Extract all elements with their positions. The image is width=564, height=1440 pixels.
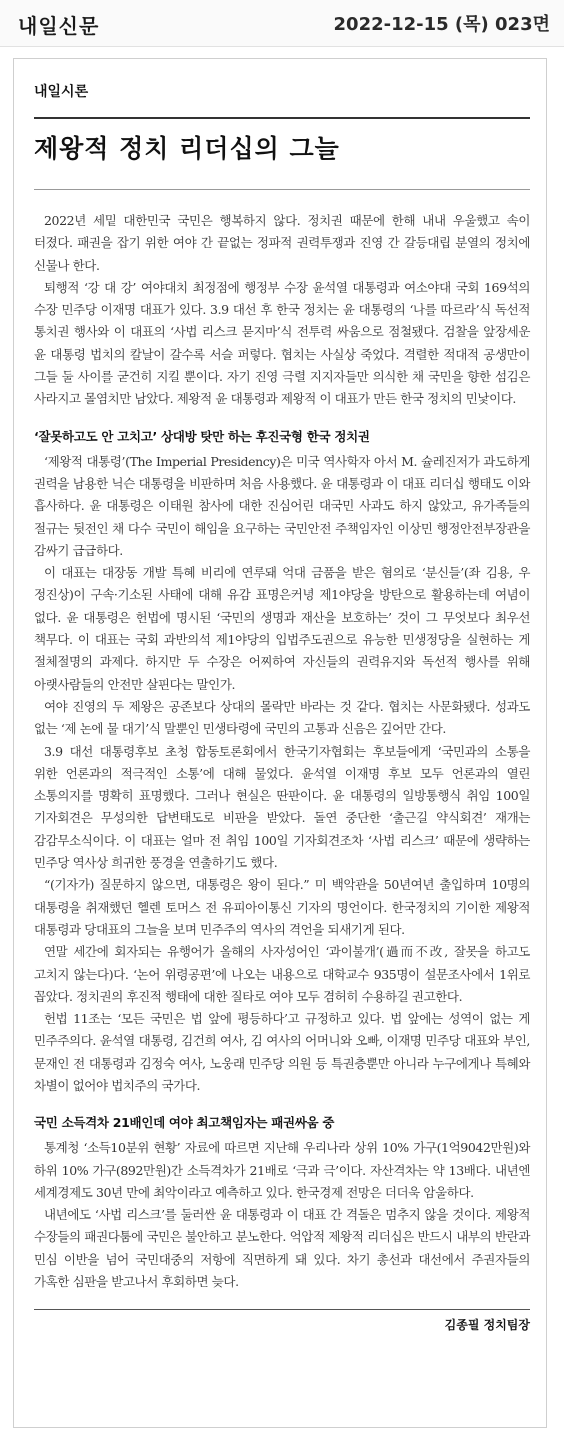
paragraph: “(기자가) 질문하지 않으면, 대통령은 왕이 된다.” 미 백악관을 50년여년 출입하며 10명의 대통령을 취재했던 헬렌 토머스 전 유피아이통신 기자의 명언이다. 한국정치의 기이한 제왕적 대통령과 당대표의 그늘을 보며 민주주의 역사의 격언을 되새기게 된다. bbox=[34, 877, 530, 937]
article bbox=[34, 81, 530, 1333]
paragraph: 통계청 ‘소득10분위 현황’ 자료에 따르면 지난해 우리나라 상위 10% 가구(1억9042만원)와 하위 10% 가구(892만원)간 소득격차가 21배로 ‘극과 극’이다. 자산격차는 약 13배다. 내년엔 세계경제도 30년 만에 최악이라고 예측하고 있다. 한국경제 전망은 더더욱 암울하다. bbox=[34, 1140, 530, 1200]
subheading: 국민 소득격차 21배인데 여야 최고책임자는 패권싸움 중 bbox=[34, 1115, 335, 1131]
paragraph: 내년에도 ‘사법 리스크’를 둘러싼 윤 대통령과 이 대표 간 격돌은 멈추지 않을 것이다. 제왕적 수장들의 패권다툼에 국민은 불안하고 분노한다. 억압적 제왕적 리더십은 반드시 내부의 반란과 민심 이반을 넘어 국민대중의 저항에 직면하게 돼 있다. 차기 총선과 대선에서 주권자들의 가혹한 심판을 받고나서 후회하면 늦다. bbox=[34, 1207, 530, 1290]
byline: 김종필 정치팀장 bbox=[444, 1318, 530, 1333]
section-divider bbox=[34, 117, 530, 119]
paragraph: 2022년 세밑 대한민국 국민은 행복하지 않다. 정치권 때문에 한해 내내 우울했고 속이 터졌다. 패권을 잡기 위한 여야 간 끝없는 정파적 권력투쟁과 진영 간 갈등대립 분열의 정치에 신물나 한다. bbox=[34, 213, 530, 273]
newspaper-logo: 내일신문 bbox=[18, 14, 100, 38]
issue-date-page: 2022-12-15 (목) 023면 bbox=[333, 14, 550, 35]
subheading: ‘잘못하고도 안 고치고’ 상대방 탓만 하는 후진국형 한국 정치권 bbox=[34, 428, 370, 444]
paragraph: 여야 진영의 두 제왕은 공존보다 상대의 몰락만 바라는 것 같다. 협치는 사문화됐다. 성과도 없는 ‘제 논에 물 대기’식 말뿐인 민생타령에 국민의 고통과 신음은 깊어만 간다. bbox=[34, 698, 530, 737]
paragraph: ‘제왕적 대통령’(The Imperial Presidency)은 미국 역사학자 아서 M. 슐레진저가 과도하게 권력을 남용한 닉슨 대통령을 비판하며 처음 사용했다. 윤 대통령과 이 대표 리더십 행태도 이와 흡사하다. 윤 대통령은 이태원 참사에 대한 진심어린 대국민 사과도 하지 않았고, 유가족들의 절규는 뒷전인 채 다수 국민이 해임을 요구하는 국민안전 주책임자인 이상민 행정안전부장관을 감싸기 급급하다. bbox=[34, 453, 530, 558]
headline: 제왕적 정치 리더십의 그늘 bbox=[34, 134, 340, 163]
paragraph: 3.9 대선 대통령후보 초청 합동토론회에서 한국기자협회는 후보들에게 ‘국민과의 소통을 위한 언론과의 적극적인 소통’에 대해 물었다. 윤석열 이재명 후보 모두 언론과의 열린 소통의지를 명확히 표명했다. 그러나 현실은 딴판이다. 윤 대통령의 일방통행식 취임 100일 기자회견은 무성의한 답변태도로 비판을 받았다. 돌연 중단한 ‘출근길 약식회견’ 재개는 감감무소식이다. 이 대표는 얼마 전 취임 100일 기자회견조차 ‘사법 리스크’ 때문에 생략하는 민주당 역사상 희귀한 풍경을 연출하기도 했다. bbox=[34, 743, 530, 871]
headline-divider bbox=[34, 189, 530, 190]
paragraph: 헌법 11조는 ‘모든 국민은 법 앞에 평등하다’고 규정하고 있다. 법 앞에는 성역이 없는 게 민주주의다. 윤석열 대통령, 김건희 여사, 김 여사의 어머니와 오빠, 이재명 민주당 대표와 부인, 문재인 전 대통령과 김정숙 여사, 노웅래 민주당 의원 등 특권층뿐만 아니라 누구에게나 특혜와 차별이 없어야 법치주의 국가다. bbox=[34, 1011, 530, 1093]
paragraph: 연말 세간에 회자되는 유행어가 올해의 사자성어인 ‘과이불개’(過而不改, 잘못을 하고도 고치지 않는다)다. ‘논어 위령공편’에 나오는 내용으로 대학교수 935명이 설문조사에서 1위로 꼽았다. 정치권의 후진적 행태에 대한 질타로 여야 모두 겸허히 수용하길 권고한다. bbox=[34, 944, 530, 1004]
masthead bbox=[0, 0, 564, 47]
article-page bbox=[13, 58, 547, 1428]
article-body bbox=[34, 210, 530, 1293]
paragraph: 이 대표는 대장동 개발 특혜 비리에 연루돼 억대 금품을 받은 혐의로 ‘분신들’(좌 김용, 우 정진상)이 구속·기소된 사태에 대해 유감 표명은커녕 제1야당을 방탄으로 활용하는데 여념이 없다. 윤 대통령은 헌법에 명시된 ‘국민의 생명과 재산을 보호하는’ 것이 그 무엇보다 최우선 책무다. 이 대표는 국회 과반의석 제1야당의 입법주도권으로 유능한 민생정당을 실현하는 게 절체절명의 과제다. 하지만 두 수장은 어찌하여 자신들의 권력유지와 독선적 행사를 위해 아랫사람들의 안전만 살핀다는 말인가. bbox=[34, 565, 530, 692]
byline-divider bbox=[34, 1309, 530, 1310]
paragraph: 퇴행적 ‘강 대 강’ 여야대치 최정점에 행정부 수장 윤석열 대통령과 여소야대 국회 169석의 수장 민주당 이재명 대표가 있다. 3.9 대선 후 한국 정치는 윤 대통령의 ‘나를 따르라’식 독선적 통치권 행사와 이 대표의 ‘사법 리스크 묻지마’식 전투력 싸움으로 점철됐다. 검찰을 앞장세운 윤 대통령 법치의 칼날이 갈수록 서슬 퍼렇다. 협치는 사실상 죽었다. 격렬한 적대적 공생만이 그들 둘 사이를 굳건히 지킬 뿐이다. 자기 진영 극렬 지지자들만 의식한 채 국민을 향한 섬김은 사라지고 몰염치만 남았다. 제왕적 윤 대통령과 제왕적 이 대표가 만든 한국 정치의 민낯이다. bbox=[34, 279, 530, 407]
section-label: 내일시론 bbox=[34, 84, 89, 100]
